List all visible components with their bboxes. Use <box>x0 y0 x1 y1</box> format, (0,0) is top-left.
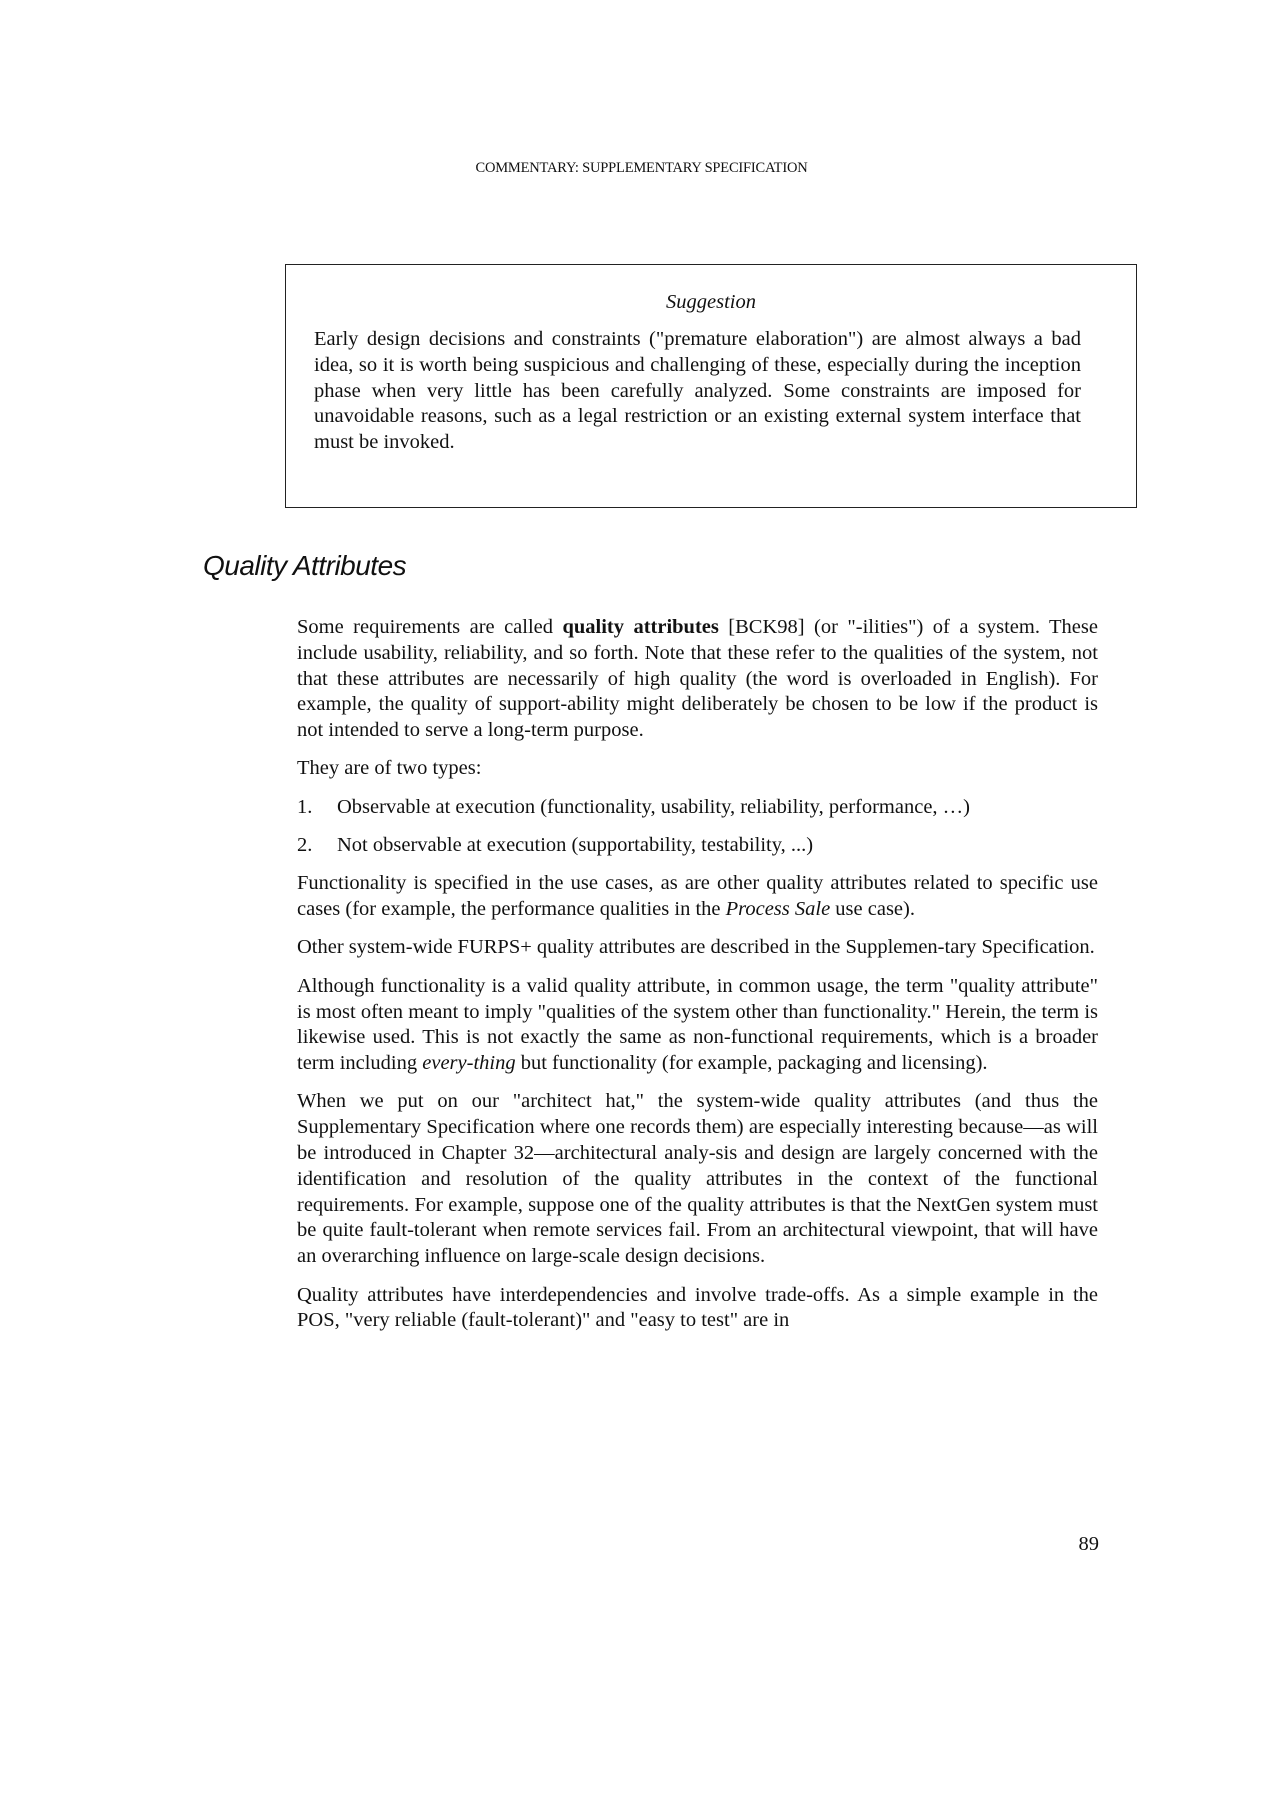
suggestion-sidebar <box>285 264 1137 508</box>
page-number: 89 <box>1078 1533 1099 1555</box>
italic-term: every-thing <box>422 1052 516 1075</box>
running-head: COMMENTARY: SUPPLEMENTARY SPECIFICATION <box>475 160 808 176</box>
text-run: Some requirements are called <box>297 616 563 638</box>
text-run: use case). <box>830 898 915 921</box>
paragraph-types: They are of two types: <box>297 757 482 780</box>
suggestion-title: Suggestion <box>666 291 756 313</box>
list-text: Observable at execution (functionality, usability, reliability, performance, …) <box>337 795 970 818</box>
italic-term: Process Sale <box>725 898 831 921</box>
text-run: Although functionality is a valid quality attribute, in common usage, the term "quality attribute" is most often meant to imply "qualities of the system other than functionality." Herein, the term is likewise used. This is not exactly the same as non-functional requirements, which is a broader term including <box>297 974 1098 1075</box>
paragraph-nonfunctional <box>297 974 1098 1077</box>
list-text: Not observable at execution (supportability, testability, ...) <box>337 834 814 857</box>
list-number: 2. <box>297 834 313 857</box>
bold-term: quality attributes <box>562 616 719 638</box>
paragraph-functionality <box>297 871 1098 923</box>
section-body <box>297 615 1098 1347</box>
paragraph-furps: Other system-wide FURPS+ quality attributes are described in the Supplemen-tary Specification. <box>297 936 1095 959</box>
list-item <box>297 795 1098 821</box>
suggestion-text: Early design decisions and constraints ("premature elaboration") are almost always a bad idea, so it is worth being suspicious and challenging of these, especially during the inception phase when very little has been carefully analyzed. Some constraints are imposed for unavoidable reasons, such as a legal restriction or an existing external system interface that must be invoked. <box>314 328 1081 454</box>
text-run: Functionality is specified in the use cases, as are other quality attributes related to specific use cases (for example, the performance qualities in the <box>297 872 1098 921</box>
paragraph-intro <box>297 615 1098 744</box>
text-run: [BCK98] (or "-ilities") of a system. These include usability, reliability, and so forth. Note that these refer to the qualities of the system, not that these attributes are necessarily of high quality (the word is overloaded in English). For example, the quality of support-ability might deliberately be chosen to be low if the product is not intended to serve a long-term purpose. <box>297 616 1098 742</box>
paragraph-architect: When we put on our "architect hat," the system-wide quality attributes (and thus the Supplementary Specification where one records them) are especially interesting because—as will be introduced in Chapter 32—architectural analy-sis and design are largely concerned with the identification and resolution of the quality attributes in the context of the functional requirements. For example, suppose one of the quality attributes is that the NextGen system must be quite fault-tolerant when remote services fail. From an architectural viewpoint, that will have an overarching influence on large-scale design decisions. <box>297 1090 1098 1268</box>
text-run: but functionality (for example, packaging and licensing). <box>515 1052 988 1075</box>
list-number: 1. <box>297 795 313 818</box>
paragraph-tradeoffs: Quality attributes have interdependencies and involve trade-offs. As a simple example in the POS, "very reliable (fault-tolerant)" and "easy to test" are in <box>297 1283 1098 1332</box>
list-item <box>297 833 1098 859</box>
section-heading: Quality Attributes <box>203 550 407 581</box>
